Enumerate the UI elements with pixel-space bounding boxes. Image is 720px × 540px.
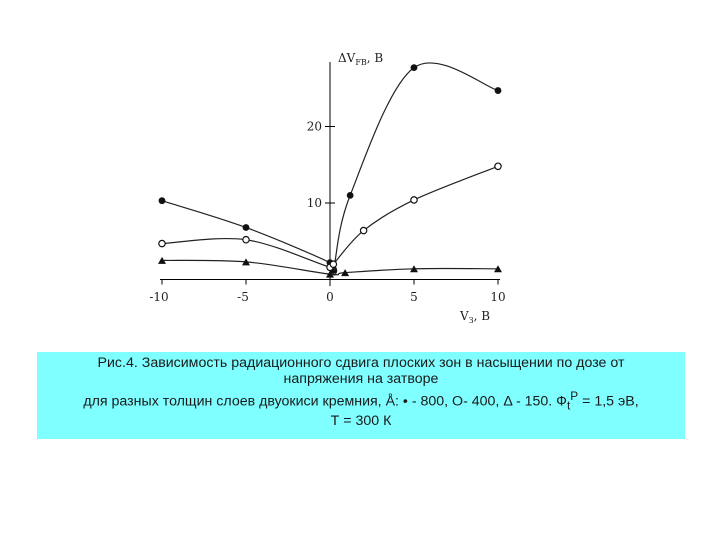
caption-line-4: Т = 300 К — [330, 413, 392, 430]
caption-sub-t: t — [566, 398, 571, 413]
caption-line-3-c: - 150. Ф — [512, 393, 567, 410]
x-tick-label: -5 — [237, 290, 249, 304]
caption-line-3-b: - 800, О- 400, — [407, 393, 504, 410]
caption-sup-p: P — [570, 388, 579, 403]
figure-caption — [37, 352, 685, 439]
data-point-filled-circle — [159, 197, 166, 204]
caption-line-2: напряжения на затворе — [283, 371, 439, 388]
caption-line-3-d: = 1,5 эВ, — [578, 393, 639, 410]
axes — [160, 62, 500, 286]
x-tick-label: -10 — [149, 290, 169, 304]
caption-line-3 — [41, 388, 681, 414]
caption-delta: Δ — [503, 393, 513, 410]
data-point-filled-circle — [243, 224, 250, 231]
data-point-open-circle — [495, 163, 501, 169]
data-point-filled-circle — [411, 64, 418, 71]
labels-layer — [149, 51, 505, 325]
y-tick-label: 20 — [306, 119, 322, 134]
data-point-open-circle — [360, 227, 366, 233]
x-tick-label: 10 — [490, 290, 506, 304]
data-point-open-circle — [159, 240, 165, 246]
caption-line-3-a: для разных толщин слоев двуокиси кремния, Å: — [83, 393, 403, 410]
data-point-filled-circle — [347, 192, 354, 199]
data-point-filled-circle — [495, 87, 502, 94]
x-tick-label: 0 — [326, 290, 334, 304]
caption-line-1: Рис.4. Зависимость радиационного сдвига плоских зон в насыщении по дозе от — [97, 355, 625, 371]
y-tick-label: 10 — [306, 196, 322, 210]
y-axis-title: $\Delta V_{FB}$, В — [338, 51, 384, 67]
data-point-open-circle — [243, 237, 249, 243]
data-point-open-circle — [411, 197, 417, 203]
caption-bullet: • — [402, 393, 408, 410]
x-axis-title: $V_З$, В — [460, 309, 491, 325]
data-point-open-circle — [330, 261, 336, 267]
x-tick-label: 5 — [410, 290, 418, 304]
